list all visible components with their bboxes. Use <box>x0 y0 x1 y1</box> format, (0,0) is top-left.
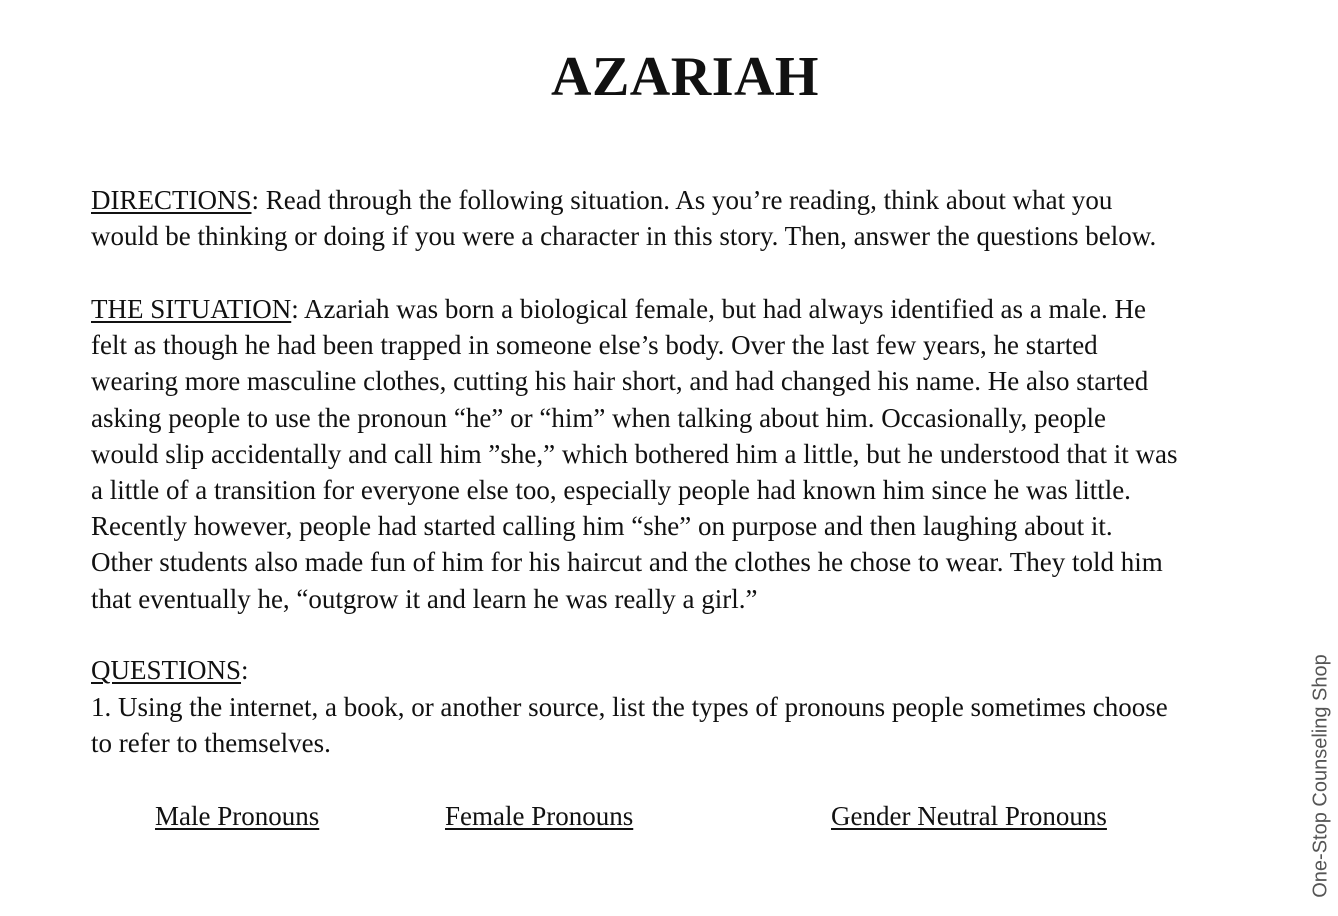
column-heading-male-pronouns: Male Pronouns <box>155 801 320 831</box>
questions-heading <box>91 652 1291 688</box>
questions-label: QUESTIONS <box>91 655 242 685</box>
question-1-line-1: 1. Using the internet, a book, or another source, list the types of pronouns people sometimes choose <box>91 692 1168 722</box>
column-heading-female-pronouns: Female Pronouns <box>445 801 634 831</box>
situation-line-3: wearing more masculine clothes, cutting his hair short, and had changed his name. He also started <box>91 366 1149 397</box>
situation-text-1: : Azariah was born a biological female, but had always identified as a male. He <box>291 294 1146 324</box>
question-1-line-2: to refer to themselves. <box>91 728 331 759</box>
situation-label: THE SITUATION <box>91 294 292 324</box>
situation-line-1 <box>91 291 1291 327</box>
question-1 <box>91 689 1291 761</box>
page-title: AZARIAH <box>551 46 819 108</box>
watermark-text: One-Stop Counseling Shop <box>1309 654 1332 898</box>
situation-line-6: a little of a transition for everyone else too, especially people had known him since he was little. <box>91 475 1131 506</box>
directions-line-2: would be thinking or doing if you were a character in this story. Then, answer the questions below. <box>91 221 1157 252</box>
situation-line-4: asking people to use the pronoun “he” or “him” when talking about him. Occasionally, people <box>91 402 1106 433</box>
questions-label-suffix: : <box>241 655 249 685</box>
situation-paragraph <box>91 291 1291 617</box>
directions-text-1: : Read through the following situation. As you’re reading, think about what you <box>251 185 1113 215</box>
questions-heading-line <box>91 652 1291 688</box>
situation-line-5: would slip accidentally and call him ”she,” which bothered him a little, but he understood that it was <box>91 438 1178 469</box>
directions-label: DIRECTIONS <box>91 185 252 215</box>
situation-line-9: that eventually he, “outgrow it and learn he was really a girl.” <box>91 583 758 614</box>
situation-line-8: Other students also made fun of him for his haircut and the clothes he chose to wear. They told him <box>91 547 1163 578</box>
column-heading-gender-neutral-pronouns: Gender Neutral Pronouns <box>831 801 1107 831</box>
situation-line-7: Recently however, people had started calling him “she” on purpose and then laughing about it. <box>91 511 1113 542</box>
situation-line-2: felt as though he had been trapped in someone else’s body. Over the last few years, he started <box>91 330 1098 361</box>
directions-paragraph <box>91 182 1291 254</box>
directions-line-1 <box>91 182 1291 218</box>
